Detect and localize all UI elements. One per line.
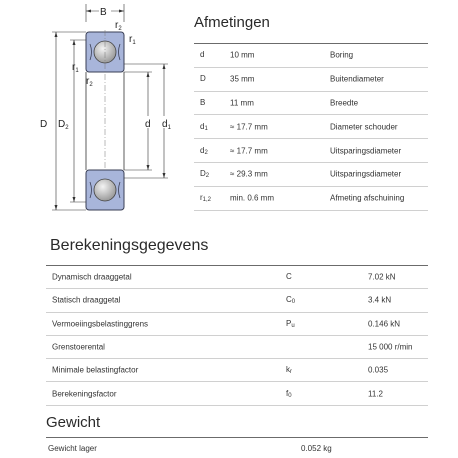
calc-label: Dynamisch draaggetal (52, 272, 132, 282)
calc-row (46, 382, 428, 405)
calc-label: Grenstoerental (52, 342, 105, 352)
dimension-symbol (200, 193, 211, 203)
dimension-value: 35 mm (230, 74, 255, 84)
dimension-description: Diameter schouder (330, 122, 398, 132)
symbol-subscript: r (290, 369, 292, 376)
calc-label: Berekeningsfactor (52, 389, 117, 399)
calc-value: 0.035 (368, 365, 389, 375)
dimension-row (194, 44, 428, 68)
symbol-main: P (286, 318, 292, 328)
calc-value: 7.02 kN (368, 272, 396, 282)
dimension-symbol (200, 122, 208, 132)
gewicht-table (46, 437, 428, 458)
dimension-value: min. 0.6 mm (230, 193, 275, 203)
calc-row (46, 289, 428, 312)
dimension-description: Buitendiameter (330, 74, 384, 84)
symbol-subscript: 0 (291, 299, 296, 306)
calc-row (46, 266, 428, 289)
weight-row (46, 438, 428, 458)
label-r1-left: $r_1$ (72, 62, 79, 74)
label-r2-left: $r_2$ (86, 76, 93, 88)
symbol-subscript: u (291, 322, 295, 329)
symbol-main: r (200, 193, 203, 203)
calc-value: 11.2 (368, 389, 383, 399)
symbol-main: f (286, 388, 289, 398)
calc-symbol (286, 272, 292, 282)
gewicht-title: Gewicht (46, 414, 101, 431)
calc-symbol (286, 365, 292, 375)
label-d: d (145, 119, 151, 130)
dimension-symbol (200, 98, 205, 108)
dimension-row (194, 163, 428, 187)
calc-row (46, 359, 428, 382)
dimension-symbol (200, 50, 204, 60)
calc-label: Vermoeiingsbelastinggrens (52, 319, 149, 329)
calc-symbol (286, 295, 295, 305)
weight-value: 0.052 kg (301, 444, 332, 453)
label-D: D (40, 119, 48, 130)
berekening-table (46, 265, 428, 406)
symbol-main: C (286, 272, 292, 282)
weight-label: Gewicht lager (48, 444, 97, 453)
calc-row (46, 313, 428, 336)
dimension-symbol (200, 146, 208, 156)
dimension-row (194, 92, 428, 116)
calc-value: 15 000 r/min (368, 342, 413, 352)
symbol-main: d (200, 145, 205, 155)
calc-symbol (286, 389, 292, 399)
dimension-row (194, 187, 428, 211)
symbol-subscript: 2 (205, 173, 210, 180)
dimension-description: Afmeting afschuining (330, 193, 405, 203)
calc-value: 3.4 kN (368, 295, 392, 305)
dimension-description: Breedte (330, 98, 359, 108)
symbol-main: d (200, 121, 205, 131)
dimension-symbol (200, 169, 209, 179)
calc-symbol (286, 319, 295, 329)
dimension-row (194, 139, 428, 163)
symbol-subscript: 1 (204, 125, 208, 132)
calc-row (46, 336, 428, 359)
label-d1: $d_1$ (162, 119, 171, 131)
berekening-title: Berekeningsgegevens (50, 237, 209, 254)
dimension-description: Boring (330, 50, 354, 60)
symbol-main: D (200, 74, 206, 84)
dimension-description: Uitsparingsdiameter (330, 169, 402, 179)
label-D2: $D_2$ (58, 119, 69, 131)
calc-label: Minimale belastingfactor (52, 365, 139, 375)
dimension-row (194, 115, 428, 139)
dimension-value: 11 mm (230, 98, 254, 108)
symbol-main: C (286, 295, 292, 305)
bearing-cross-section-drawing (0, 0, 185, 230)
dimension-row (194, 68, 428, 92)
symbol-subscript: 0 (288, 392, 292, 399)
calc-label: Statisch draaggetal (52, 295, 121, 305)
dimension-description: Uitsparingsdiameter (330, 146, 402, 156)
symbol-main: d (200, 50, 205, 60)
label-r2-top: $r_2$ (115, 20, 122, 32)
dimension-value: ≈ 29.3 mm (230, 169, 268, 179)
dimension-value: ≈ 17.7 mm (230, 146, 268, 156)
symbol-subscript: 2 (204, 149, 208, 156)
ball-bottom (94, 179, 116, 201)
afmetingen-title: Afmetingen (194, 14, 270, 31)
symbol-main: D (200, 169, 206, 179)
symbol-subscript: 1,2 (202, 197, 212, 204)
label-r1-top: $r_1$ (129, 34, 136, 46)
label-B: B (100, 7, 107, 18)
symbol-main: B (200, 97, 206, 107)
dimension-value: ≈ 17.7 mm (230, 122, 268, 132)
calc-value: 0.146 kN (368, 319, 401, 329)
dimension-value: 10 mm (230, 50, 255, 60)
dimension-symbol (200, 74, 206, 84)
afmetingen-table (194, 43, 428, 211)
symbol-main: k (286, 365, 290, 375)
